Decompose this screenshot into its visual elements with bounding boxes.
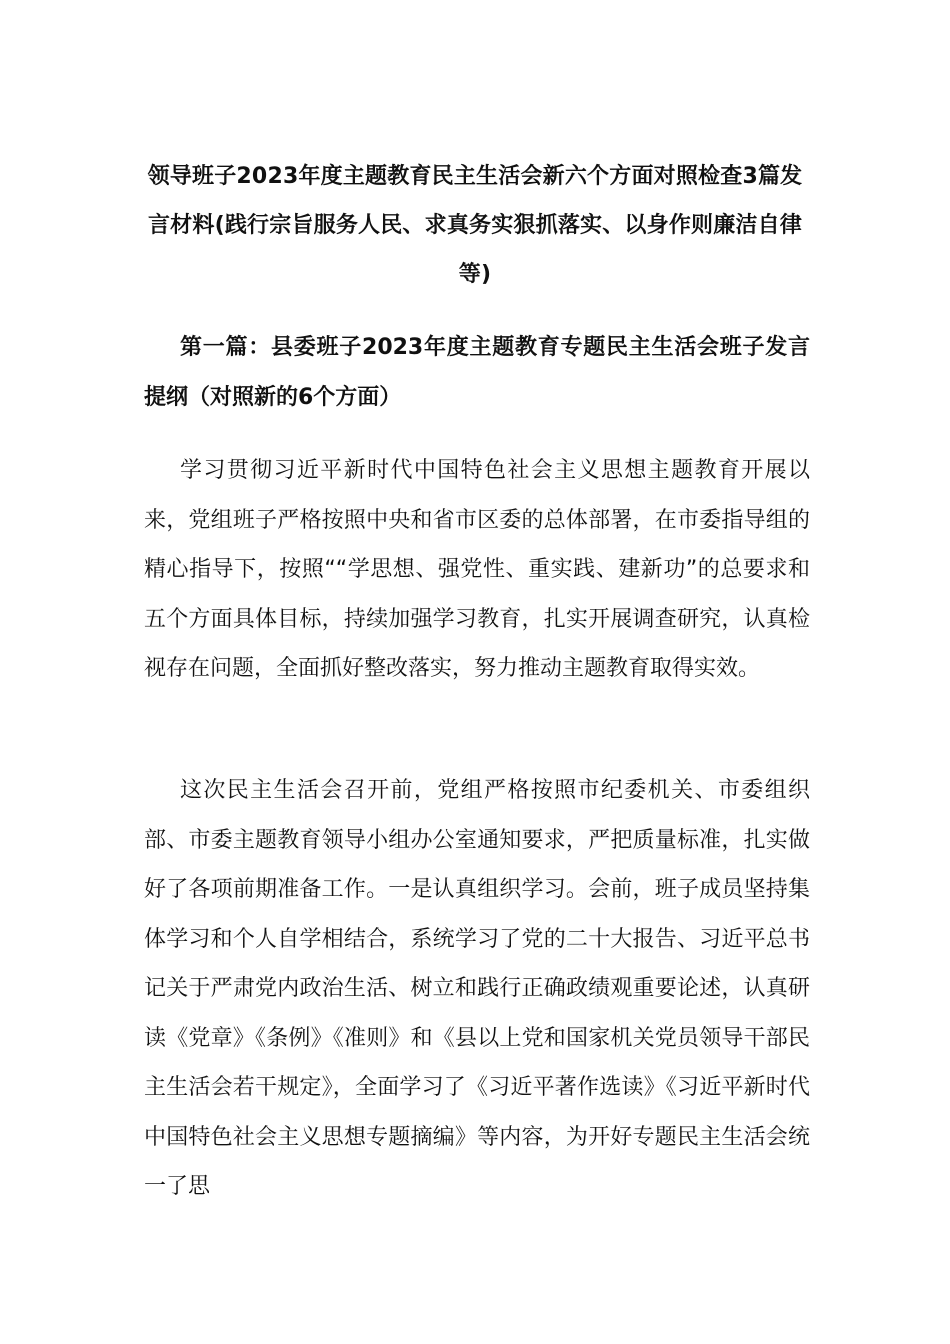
paragraph: 这次民主生活会召开前，党组严格按照市纪委机关、市委组织部、市委主题教育领导小组办公室通知要求，严把质量标准，扎实做好了各项前期准备工作。一是认真组织学习。会前，班子成员坚持集体学习和个人自学相结合，系统学习了党的二十大报告、习近平总书记关于严肃党内政治生活、树立和践行正确政绩观重要论述，认真研读《党章》《条例》《准则》和《县以上党和国家机关党员领导干部民主生活会若干规定》，全面学习了《习近平著作选读》《习近平新时代中国特色社会主义思想专题摘编》等内容，为开好专题民主生活会统一了思 [144,778,810,1199]
document-title: 领导班子2023年度主题教育民主生活会新六个方面对照检查3篇发言材料(践行宗旨服务人民、求真务实狠抓落实、以身作则廉洁自律等) [147,164,803,287]
paragraph: 学习贯彻习近平新时代中国特色社会主义思想主题教育开展以来，党组班子严格按照中央和省市区委的总体部署，在市委指导组的精心指导下，按照““学思想、强党性、重实践、建新功”的总要求和五个方面具体目标，持续加强学习教育，扎实开展调查研究，认真检视存在问题，全面抓好整改落实，努力推动主题教育取得实效。 [144,458,810,681]
section-heading: 第一篇：县委班子2023年度主题教育专题民主生活会班子发言提纲（对照新的6个方面） [144,335,810,410]
